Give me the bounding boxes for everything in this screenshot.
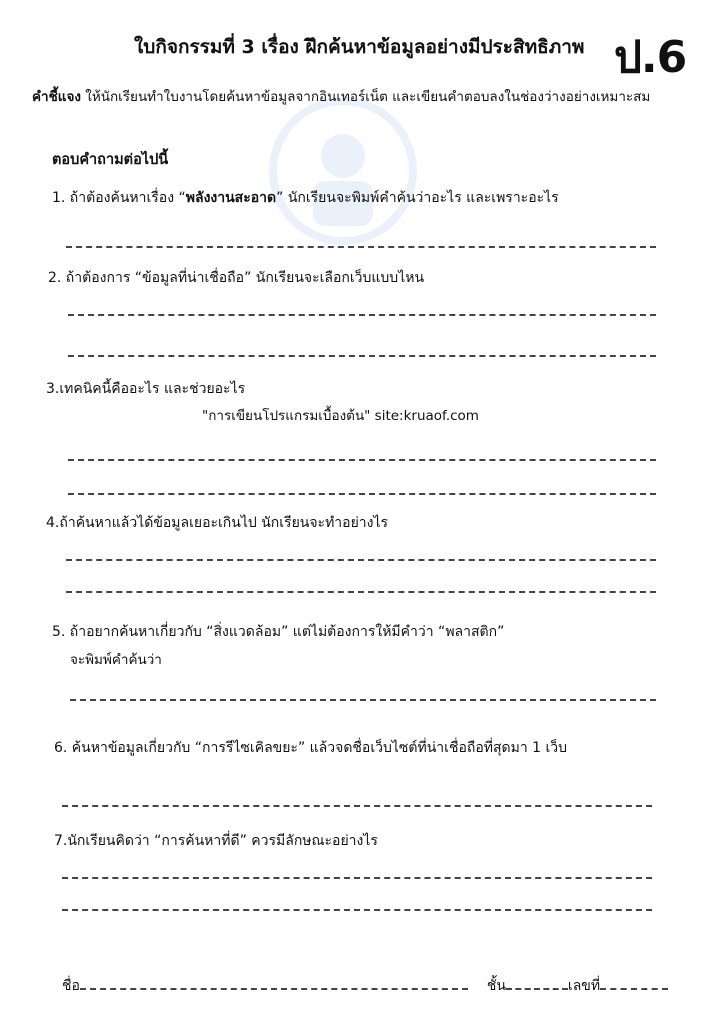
page-title: ใบกิจกรรมที่ 3 เรื่อง ฝึกค้นหาข้อมูลอย่างมีประสิทธิภาพ — [134, 36, 585, 58]
instruction-text: ให้นักเรียนทำใบงานโดยค้นหาข้อมูลจากอินเทอร์เน็ต และเขียนคำตอบลงในช่องว่างอย่างเหมาะสม — [85, 89, 651, 105]
answer-line[interactable] — [66, 559, 656, 561]
question-3: 3.เทคนิคนี้คืออะไร และช่วยอะไร — [46, 381, 246, 397]
student-info — [62, 974, 692, 997]
question-1-post: ” นักเรียนจะพิมพ์คำค้นว่าอะไร และเพราะอะไร — [276, 190, 559, 206]
name-label: ชื่อ — [62, 978, 80, 994]
question-3-example: "การเขียนโปรแกรมเบื้องต้น" site:kruaof.com — [202, 408, 479, 424]
question-4: 4.ถ้าค้นหาแล้วได้ข้อมูลเยอะเกินไป นักเรียนจะทำอย่างไร — [46, 515, 389, 531]
class-label: ชั้น — [486, 978, 506, 994]
question-5: 5. ถ้าอยากค้นหาเกี่ยวกับ “สิ่งแวดล้อม” แต่ไม่ต้องการให้มีคำว่า “พลาสติก” — [52, 624, 505, 640]
question-2: 2. ถ้าต้องการ “ข้อมูลที่น่าเชื่อถือ” นักเรียนจะเลือกเว็บแบบไหน — [48, 270, 425, 286]
answer-line[interactable] — [62, 909, 652, 911]
answer-line[interactable] — [68, 493, 656, 495]
answer-line[interactable] — [62, 877, 652, 879]
section-title: ตอบคำถามต่อไปนี้ — [52, 152, 169, 168]
number-label: เลขที่ — [567, 978, 601, 994]
question-1-keyword: พลังงานสะอาด — [185, 190, 277, 206]
name-field[interactable] — [80, 974, 468, 990]
question-1 — [52, 186, 559, 210]
answer-line[interactable] — [70, 699, 656, 701]
number-field[interactable] — [600, 974, 668, 990]
question-1-pre: 1. ถ้าต้องค้นหาเรื่อง “ — [52, 190, 186, 206]
grade-label: ป.6 — [614, 32, 687, 83]
answer-line[interactable] — [66, 591, 656, 593]
instruction — [32, 84, 682, 110]
answer-line[interactable] — [62, 805, 652, 807]
question-5-sub: จะพิมพ์คำค้นว่า — [70, 652, 162, 668]
answer-line[interactable] — [68, 459, 656, 461]
class-field[interactable] — [506, 974, 568, 990]
answer-line[interactable] — [68, 355, 656, 357]
question-7: 7.นักเรียนคิดว่า “การค้นหาที่ดี” ควรมีลักษณะอย่างไร — [54, 833, 378, 849]
answer-line[interactable] — [68, 314, 656, 316]
question-6: 6. ค้นหาข้อมูลเกี่ยวกับ “การรีไซเคิลขยะ” แล้วจดชื่อเว็บไซต์ที่น่าเชื่อถือที่สุดมา 1 เว็บ — [54, 740, 568, 756]
watermark-logo-icon — [268, 96, 418, 246]
instruction-label: คำชี้แจง — [32, 89, 81, 105]
answer-line[interactable] — [66, 246, 656, 248]
